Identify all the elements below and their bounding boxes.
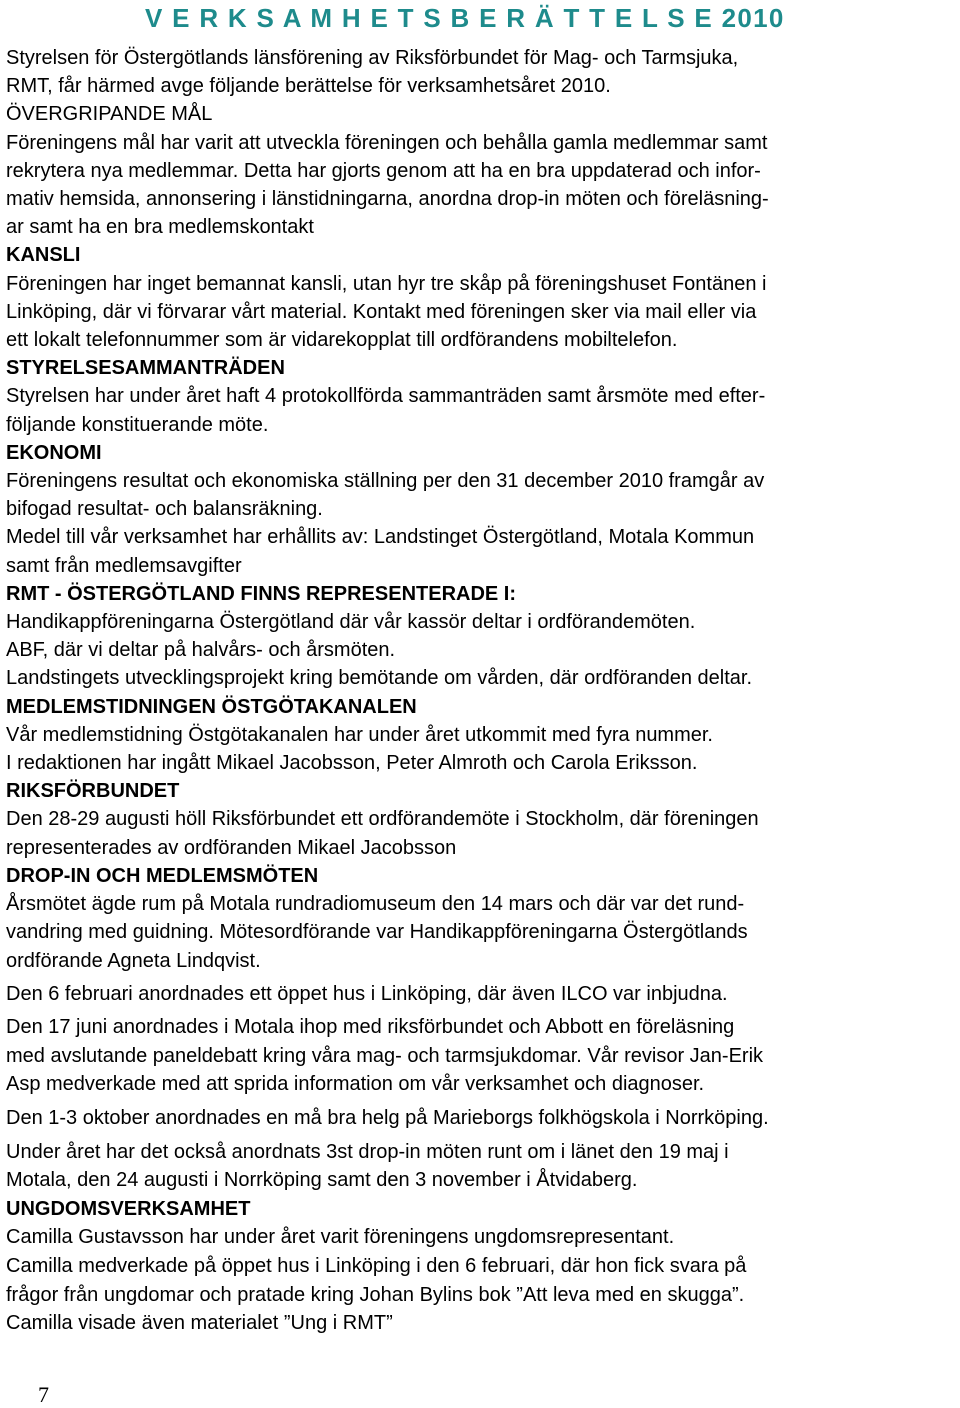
- section-heading-representerade: RMT - ÖSTERGÖTLAND FINNS REPRESENTERADE I:: [6, 582, 517, 605]
- text-block: [6, 1104, 956, 1133]
- paragraph-line: vandring med guidning. Mötesordförande var Handikappföreningarna Östergötlands: [6, 921, 748, 944]
- section-heading-styrelsesammantraden: STYRELSESAMMANTRÄDEN: [6, 357, 285, 380]
- paragraph-line: I redaktionen har ingått Mikael Jacobsson, Peter Almroth och Carola Eriksson.: [6, 752, 698, 775]
- paragraph-line: Vår medlemstidning Östgötakanalen har under året utkommit med fyra nummer.: [6, 723, 713, 746]
- paragraph-line: följande konstituerande möte.: [6, 413, 269, 436]
- paragraph-line: Asp medverkade med att sprida information om vår verksamhet och diagnoser.: [6, 1073, 705, 1096]
- paragraph-line: Den 6 februari anordnades ett öppet hus i Linköping, där även ILCO var inbjudna.: [6, 982, 728, 1005]
- paragraph-line: med avslutande paneldebatt kring våra mag- och tarmsjukdomar. Vår revisor Jan-Erik: [6, 1044, 764, 1067]
- paragraph-line: mativ hemsida, annonsering i länstidningarna, anordna drop-in möten och föreläsning-: [6, 188, 769, 211]
- paragraph-line: Camilla Gustavsson har under året varit föreningens ungdomsrepresentant.: [6, 1226, 675, 1249]
- page-number: 7: [38, 1382, 49, 1407]
- section-heading-riksforbundet: RIKSFÖRBUNDET: [6, 780, 180, 803]
- paragraph-line: representerades av ordföranden Mikael Jacobsson: [6, 836, 457, 859]
- paragraph-line: Föreningen har inget bemannat kansli, utan hyr tre skåp på föreningshuset Fontänen i: [6, 272, 767, 295]
- paragraph-line: Föreningens mål har varit att utveckla föreningen och behålla gamla medlemmar samt: [6, 131, 768, 154]
- intro-line: RMT, får härmed avge följande berättelse för verksamhetsåret 2010.: [6, 75, 611, 98]
- document-title: V E R K S A M H E T S B E R Ä T T E L S E 2010: [145, 3, 785, 33]
- paragraph-line: Linköping, där vi förvarar vårt material. Kontakt med föreningen sker via mail eller via: [6, 300, 757, 323]
- paragraph-line: ar samt ha en bra medlemskontakt: [6, 216, 314, 239]
- paragraph-line: Landstingets utvecklingsprojekt kring bemötande om vården, där ordföranden deltar.: [6, 667, 753, 690]
- section-heading-ekonomi: EKONOMI: [6, 441, 102, 464]
- text-block: [6, 1013, 956, 1099]
- section-heading-drop-in: DROP-IN OCH MEDLEMSMÖTEN: [6, 864, 319, 887]
- section-heading-kansli: KANSLI: [6, 244, 81, 267]
- paragraph-line: samt från medlemsavgifter: [6, 554, 242, 577]
- text-block: [6, 1138, 956, 1338]
- paragraph-line: Den 17 juni anordnades i Motala ihop med riksförbundet och Abbott en föreläsning: [6, 1016, 735, 1039]
- section-heading-overgripande-mal: ÖVERGRIPANDE MÅL: [6, 103, 213, 126]
- text-block: [6, 980, 956, 1009]
- paragraph-line: Den 28-29 augusti höll Riksförbundet ett ordförandemöte i Stockholm, där föreningen: [6, 808, 759, 831]
- paragraph-line: ett lokalt telefonnummer som är vidarekopplat till ordförandens mobiltelefon.: [6, 329, 678, 352]
- paragraph-line: Den 1-3 oktober anordnades en må bra helg på Marieborgs folkhögskola i Norrköping.: [6, 1107, 769, 1130]
- paragraph-line: bifogad resultat- och balansräkning.: [6, 498, 323, 521]
- section-heading-medlemstidningen: MEDLEMSTIDNINGEN ÖSTGÖTAKANALEN: [6, 695, 417, 718]
- intro-line: Styrelsen för Östergötlands länsförening av Riksförbundet för Mag- och Tarmsjuka,: [6, 47, 739, 69]
- paragraph-line: Handikappföreningarna Östergötland där vår kassör deltar i ordförandemöten.: [6, 611, 696, 634]
- paragraph-line: Camilla medverkade på öppet hus i Linköping i den 6 februari, där hon fick svara på: [6, 1255, 747, 1278]
- paragraph-line: Camilla visade även materialet ”Ung i RMT”: [6, 1312, 393, 1335]
- paragraph-line: Under året har det också anordnats 3st drop-in möten runt om i länet den 19 maj i: [6, 1140, 729, 1163]
- paragraph-line: rekrytera nya medlemmar. Detta har gjorts genom att ha en bra uppdaterad och infor-: [6, 159, 761, 182]
- paragraph-line: Föreningens resultat och ekonomiska ställning per den 31 december 2010 framgår av: [6, 470, 765, 493]
- paragraph-line: ordförande Agneta Lindqvist.: [6, 949, 261, 972]
- paragraph-line: Styrelsen har under året haft 4 protokollförda sammanträden samt årsmöte med efter-: [6, 385, 766, 408]
- paragraph-line: ABF, där vi deltar på halvårs- och årsmöten.: [6, 639, 396, 662]
- paragraph-line: Medel till vår verksamhet har erhållits av: Landstinget Östergötland, Motala Kommun: [6, 526, 755, 549]
- document-body: [6, 44, 956, 1338]
- section-heading-ungdomsverksamhet: UNGDOMSVERKSAMHET: [6, 1197, 251, 1220]
- text-block: [6, 44, 956, 975]
- paragraph-line: Motala, den 24 augusti i Norrköping samt den 3 november i Åtvidaberg.: [6, 1169, 638, 1192]
- paragraph-line: frågor från ungdomar och pratade kring Johan Bylins bok ”Att leva med en skugga”.: [6, 1283, 745, 1306]
- paragraph-line: Årsmötet ägde rum på Motala rundradiomuseum den 14 mars och där var det rund-: [6, 893, 745, 916]
